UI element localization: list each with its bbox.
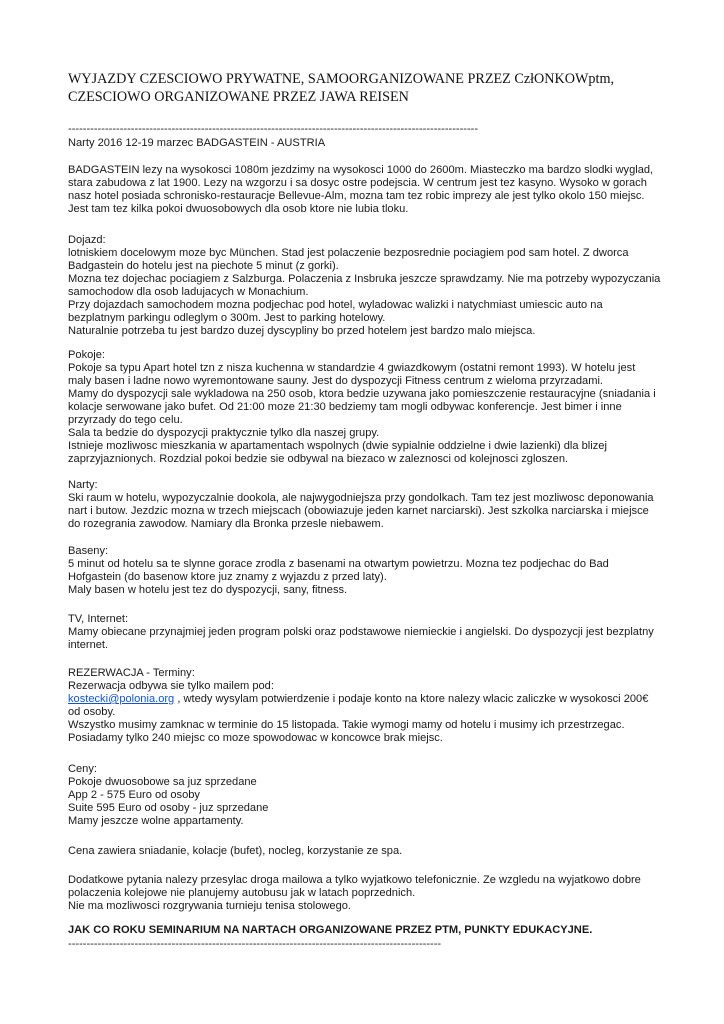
section-line: Maly basen w hotelu jest tez do dyspozycji, sany, fitness. — [68, 584, 348, 596]
section-line: Mamy obiecane przynajmiej jeden program polski oraz podstawowe niemieckie i angielski. Do dyspozycji jest bezplatny — [68, 626, 654, 638]
section-dojazd — [68, 234, 668, 338]
intro-line: Jest tam tez kilka pokoi dwuosobowych dla osob ktore nie lubia tloku. — [68, 203, 409, 215]
document-title — [68, 70, 688, 106]
section-line: Mamy do dyspozycji sale wykladowa na 250 osob, ktora bedzie uzywana jako pomieszczenie restauracyjne (sniadania i — [68, 388, 656, 400]
section-line: do rozegrania zawodow. Namiary dla Bronka przesle niebawem. — [68, 518, 384, 530]
section-line: polaczenia kolejowe nie planujemy autobusu jak w latach poprzednich. — [68, 887, 416, 899]
section-heading: Dojazd: — [68, 234, 106, 246]
section-dodatkowe — [68, 874, 668, 913]
section-line: 5 minut od hotelu sa te slynne gorace zrodla z basenami na otwartym powietrzu. Mozna tez podjechac do Bad — [68, 558, 609, 570]
section-line: nart i butow. Jezdzic mozna w trzech miejscach (obowiazuje jeden karnet narciarski). Jest szkolka narciarska i miejsce — [68, 505, 649, 517]
intro-line: BADGASTEIN lezy na wysokosci 1080m jezdzimy na wysokosci 1000 do 2600m. Miasteczko ma bardzo slodki wyglad, — [68, 164, 654, 176]
section-line: internet. — [68, 639, 109, 651]
section-line: maly basen i ladne nowo wyremontowane sauny. Jest do dyspozycji Fitness centrum z wieloma przyrzadami. — [68, 375, 603, 387]
title-line-2: CZESCIOWO ORGANIZOWANE PRZEZ JAWA REISEN — [68, 89, 409, 105]
seminar-notice — [68, 924, 668, 937]
section-line: Ski raum w hotelu, wypozyczalnie dookola, ale najwygodniejsza przy gondolkach. Tam tez jest mozliwosc deponowania — [68, 492, 654, 504]
section-pokoje — [68, 349, 668, 466]
section-rezerwacja — [68, 667, 668, 745]
section-line: Dodatkowe pytania nalezy przesylac droga mailowa a tylko wyjatkowo telefonicznie. Ze wzgledu na wyjatkowo dobre — [68, 874, 641, 886]
section-heading: Baseny: — [68, 545, 109, 557]
section-line: kolacje serwowane jako bufet. Od 21:00 moze 21:30 bedziemy tam mogli odbywac konferencje. Jest bimer i inne — [68, 401, 622, 413]
seminar-line: JAK CO ROKU SEMINARIUM NA NARTACH ORGANIZOWANE PRZEZ PTM, PUNKTY EDUKACYJNE. — [68, 924, 593, 936]
section-line: Hofgastein (do basenow ktore juz znamy z wyjazdu z przed laty). — [68, 571, 387, 583]
price-line: Suite 595 Euro od osoby - juz sprzedane — [68, 802, 269, 814]
section-line: przyrzady do tego celu. — [68, 414, 183, 426]
title-line-1: WYJAZDY CZESCIOWO PRYWATNE, SAMOORGANIZOWANE PRZEZ CzłONKOWptm, — [68, 71, 615, 87]
section-line: Istnieje mozliwosc mieszkania w apartamentach wspolnych (dwie sypialnie oddzielne i dwie lazienki) dla blizej — [68, 440, 607, 452]
section-line: Mozna tez dojechac pociagiem z Salzburga. Polaczenia z Insbruka jeszcze sprawdzamy. Nie ma potrzeby wypozyczania — [68, 273, 661, 285]
trip-line: Narty 2016 12-19 marzec BADGASTEIN - AUSTRIA — [68, 137, 326, 149]
price-line: App 2 - 575 Euro od osoby — [68, 789, 200, 801]
price-includes-line: Cena zawiera sniadanie, kolacje (bufet), nocleg, korzystanie ze spa. — [68, 845, 403, 857]
email-line — [68, 693, 668, 706]
intro-line: nasz hotel posiada schronisko-restauracje Bellevue-Alm, mozna tam tez robic imprezy ale jest tylko okolo 150 miejsc. — [68, 190, 645, 202]
section-narty — [68, 479, 668, 531]
section-heading: Pokoje: — [68, 349, 106, 361]
separator-top: --------------------------------------------------------------------------------------------------------------- — [68, 123, 479, 135]
section-heading: REZERWACJA - Terminy: — [68, 667, 195, 679]
section-line: Naturalnie potrzeba tu jest bardzo duzej dyscypliny bo przed hotelem jest bardzo malo miejsca. — [68, 325, 536, 337]
section-line: Wszystko musimy zamknac w terminie do 15 listopada. Takie wymogi mamy od hotelu i musimy ich przestrzegac. — [68, 719, 625, 731]
section-ceny — [68, 763, 668, 828]
email-link[interactable]: kostecki@polonia.org — [68, 693, 175, 705]
section-line: Posiadamy tylko 240 miejsc co moze spowodowac w koncowce brak miejsc. — [68, 732, 443, 744]
price-line: Pokoje dwuosobowe sa juz sprzedane — [68, 776, 257, 788]
separator-bottom: ----------------------------------------------------------------------------------------------------- — [68, 938, 442, 950]
price-line: Mamy jeszcze wolne appartamenty. — [68, 815, 244, 827]
price-includes — [68, 845, 668, 858]
section-line: Przy dojazdach samochodem mozna podjechac pod hotel, wyladowac walizki i natychmiast umiescic auto na — [68, 299, 603, 311]
section-line: Sala ta bedzie do dyspozycji praktycznie tylko dla naszej grupy. — [68, 427, 380, 439]
trip-heading — [68, 137, 668, 150]
section-heading: Narty: — [68, 479, 98, 491]
section-line: Badgastein do hotelu jest na piechote 5 minut (z gorki). — [68, 260, 339, 272]
section-line: Pokoje sa typu Apart hotel tzn z nisza kuchenna w standardzie 4 gwiazdkowym (ostatni remont 1993). W hotelu jest — [68, 362, 636, 374]
intro-line: stara zabudowa z lat 1900. Lezy na wzgorzu i sa dosyc ostre podejscia. W centrum jest tez kasyno. Wysoko w gorach — [68, 177, 647, 189]
section-tv-internet — [68, 613, 668, 652]
intro-paragraph — [68, 164, 668, 216]
section-line: bezplatnym parkingu odleglym o 300m. Jest to parking hotelowy. — [68, 312, 386, 324]
section-line: od osoby. — [68, 706, 116, 718]
email-line-tail: , wtedy wysylam potwierdzenie i podaje konto na ktore nalezy wlacic zaliczke w wysokosci 200€ — [174, 693, 649, 705]
section-line: lotniskiem docelowym moze byc München. Stad jest polaczenie bezposrednie pociagiem pod sam hotel. Z dworca — [68, 247, 629, 259]
section-line: zaprzyjaznionych. Rozdzial pokoi bedzie sie odbywal na biezaco w zaleznosci od kolejnosci zgloszen. — [68, 453, 569, 465]
section-baseny — [68, 545, 668, 597]
section-line: Nie ma mozliwosci rozgrywania turnieju tenisa stolowego. — [68, 900, 352, 912]
section-line: Rezerwacja odbywa sie tylko mailem pod: — [68, 680, 274, 692]
section-heading: TV, Internet: — [68, 613, 129, 625]
section-line: samochodow dla osob ladujacych w Monachium. — [68, 286, 309, 298]
section-heading: Ceny: — [68, 763, 97, 775]
